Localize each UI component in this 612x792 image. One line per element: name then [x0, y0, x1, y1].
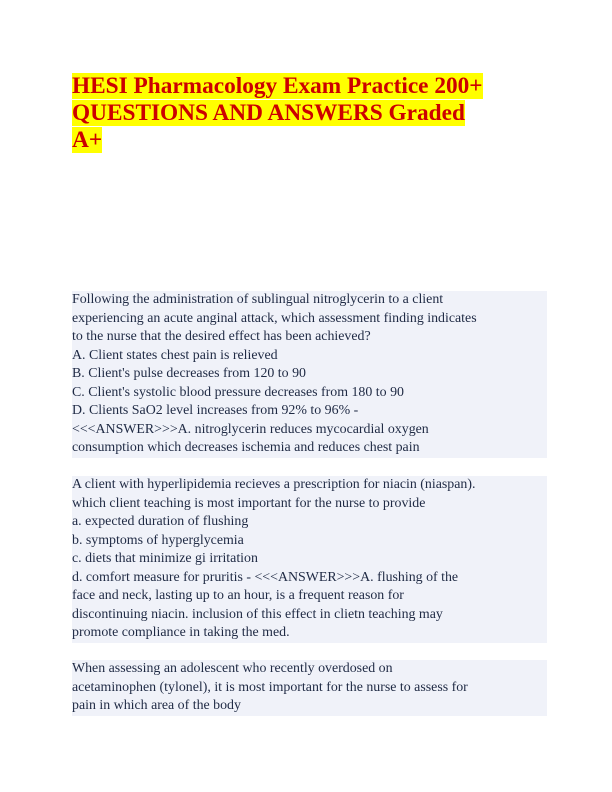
answer-option: B. Client's pulse decreases from 120 to 90: [72, 365, 547, 384]
question-text-line: pain in which area of the body: [72, 697, 547, 716]
question-block-1: [72, 291, 547, 458]
answer-rationale: promote compliance in taking the med.: [72, 624, 547, 643]
question-text-line: A client with hyperlipidemia recieves a prescription for niacin (niaspan).: [72, 476, 547, 495]
title-line: QUESTIONS AND ANSWERS Graded: [72, 100, 465, 126]
question-text-line: acetaminophen (tylonel), it is most important for the nurse to assess for: [72, 679, 547, 698]
answer-option: A. Client states chest pain is relieved: [72, 347, 547, 366]
answer-rationale: face and neck, lasting up to an hour, is a frequent reason for: [72, 587, 547, 606]
question-text-line: experiencing an acute anginal attack, which assessment finding indicates: [72, 310, 547, 329]
answer-rationale: consumption which decreases ischemia and reduces chest pain: [72, 439, 547, 458]
answer-rationale: <<<ANSWER>>>A. nitroglycerin reduces mycocardial oxygen: [72, 421, 547, 440]
question-block-2: [72, 476, 547, 643]
question-text-line: which client teaching is most important for the nurse to provide: [72, 495, 547, 514]
answer-option: b. symptoms of hyperglycemia: [72, 532, 547, 551]
answer-option: D. Clients SaO2 level increases from 92% to 96% -: [72, 402, 547, 421]
title-line: HESI Pharmacology Exam Practice 200+: [72, 73, 483, 99]
question-block-3: [72, 660, 547, 716]
question-text-line: Following the administration of sublingual nitroglycerin to a client: [72, 291, 547, 310]
answer-rationale: discontinuing niacin. inclusion of this effect in clietn teaching may: [72, 606, 547, 625]
answer-option: c. diets that minimize gi irritation: [72, 550, 547, 569]
title-line: A+: [72, 127, 103, 153]
question-text-line: to the nurse that the desired effect has been achieved?: [72, 328, 547, 347]
answer-option: d. comfort measure for pruritis - <<<ANSWER>>>A. flushing of the: [72, 569, 547, 588]
answer-option: C. Client's systolic blood pressure decreases from 180 to 90: [72, 384, 547, 403]
document-title: [72, 73, 547, 154]
answer-option: a. expected duration of flushing: [72, 513, 547, 532]
question-text-line: When assessing an adolescent who recently overdosed on: [72, 660, 547, 679]
